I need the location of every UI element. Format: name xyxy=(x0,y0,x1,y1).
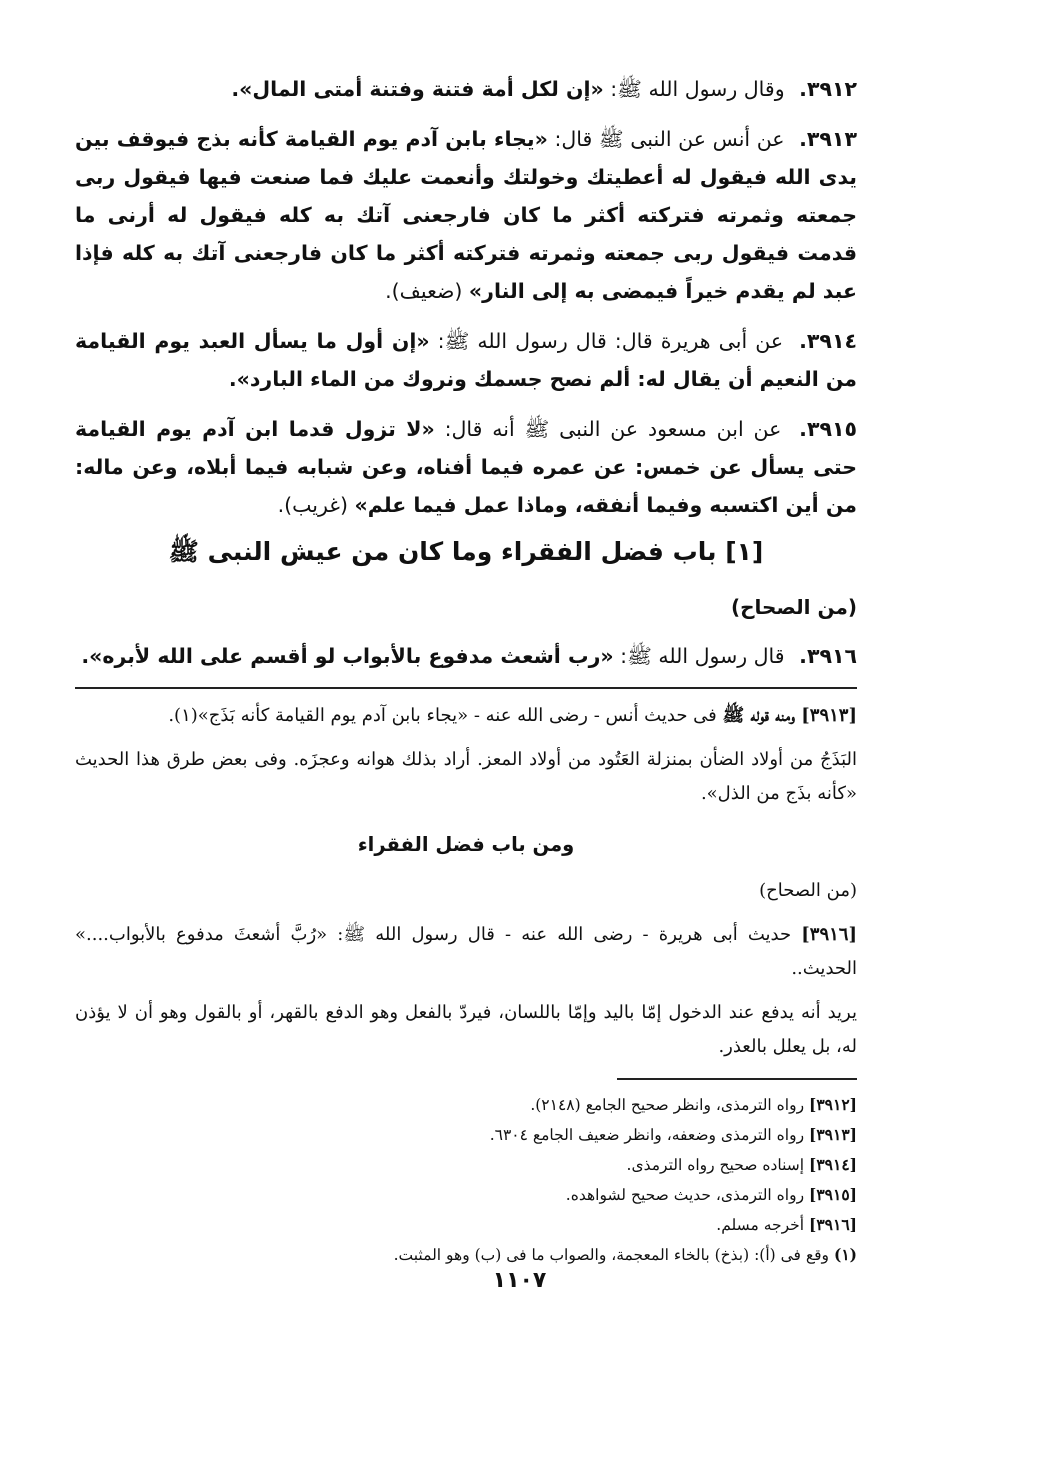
hadith-3914 xyxy=(75,322,857,398)
footnote xyxy=(75,1150,857,1180)
footnote-text: وقع فى (أ): (بذخ) بالخاء المعجمة، والصواب ما فى (ب) وهو المثبت. xyxy=(393,1246,830,1264)
hadith-intro: عن أبى هريرة قال: قال رسول الله ﷺ: xyxy=(437,329,784,353)
hadith-intro: قال رسول الله ﷺ: xyxy=(620,644,785,668)
commentary-explanation: البَذَجُ من أولاد الضأن بمنزلة العَتُود من أولاد المعز. أراد بذلك هوانه وعجزَه. وفى بعض طرق هذا الحديث «كأنه بذَج من الذل». xyxy=(75,749,857,804)
hadith-text: «لا تزول قدما ابن آدم يوم القيامة حتى يسأل عن خمس: عن عمره فيما أفناه، وعن شبابه فيما أبلاه، وعن ماله: من أين اكتسبه وفيما أنفقه، وماذا عمل فيما علم» xyxy=(75,417,857,517)
hadith-grade: (غريب). xyxy=(277,493,348,517)
footnote-ref: [٣٩١٤] xyxy=(809,1155,857,1174)
page-number: ١١٠٧ xyxy=(492,1268,547,1293)
footnote-ref: (١) xyxy=(833,1245,857,1264)
hadith-intro: عن ابن مسعود عن النبى ﷺ أنه قال: xyxy=(444,417,782,441)
hadith-number: ٣٩١٤. xyxy=(799,329,857,353)
footnote xyxy=(75,1090,857,1120)
footnote-ref: [٣٩١٦] xyxy=(809,1215,857,1234)
hadith-intro: وقال رسول الله ﷺ: xyxy=(610,77,785,101)
hadith-text: «رب أشعث مدفوع بالأبواب لو أقسم على الله لأبره». xyxy=(81,644,614,668)
hadith-number: ٣٩١٣. xyxy=(799,127,857,151)
footnote xyxy=(75,1180,857,1210)
hadith-number: ٣٩١٥. xyxy=(799,417,857,441)
footnote-ref: [٣٩١٣] xyxy=(809,1125,857,1144)
footnotes xyxy=(75,1090,857,1270)
hadith-text: «إن لكل أمة فتنة وفتنة أمتى المال». xyxy=(231,77,604,101)
footnote-ref: [٣٩١٢] xyxy=(809,1095,857,1114)
chapter-title: [١] باب فضل الفقراء وما كان من عيش النبى ﷺ xyxy=(168,537,764,566)
commentary-ref: [٣٩١٦] xyxy=(801,924,857,945)
footnote-text: رواه الترمذى، وانظر صحيح الجامع (٢١٤٨). xyxy=(530,1096,805,1114)
commentary-3913 xyxy=(75,699,857,733)
footnote-text: رواه الترمذى وضعفه، وانظر ضعيف الجامع ٦٣٠٤. xyxy=(489,1126,805,1144)
hadith-3912 xyxy=(75,70,857,108)
hadith-number: ٣٩١٢. xyxy=(799,77,857,101)
hadith-3913 xyxy=(75,120,857,310)
footnote-text: رواه الترمذى، حديث صحيح لشواهده. xyxy=(565,1186,805,1204)
hadith-3915 xyxy=(75,410,857,524)
footnote-text: أخرجه مسلم. xyxy=(716,1216,805,1234)
hadith-text: «يجاء بابن آدم يوم القيامة كأنه بذج فيوقف بين يدى الله فيقول له أعطيتك وخولتك وأنعمت عليك فما صنعت فيها فيقول ربى جمعته وثمرته فتركته أكثر ما كان فارجعنى آتك به كله فيقول له أرنى ما قدمت فيقول ربى جمعته وثمرته فتركته أكثر ما كان فارجعنى آتك به كله فإذا عبد لم يقدم خيراً فيمضى به إلى النار» xyxy=(75,127,857,303)
footnote xyxy=(75,1240,857,1270)
commentary-text: فى حديث أنس - رضى الله عنه - «يجاء بابن آدم يوم القيامة كأنه بَذَج»(١). xyxy=(168,705,717,726)
hadith-number: ٣٩١٦. xyxy=(799,644,857,668)
hadith-grade: (ضعيف). xyxy=(385,279,463,303)
footnote-ref: [٣٩١٥] xyxy=(809,1185,857,1204)
hadith-intro: عن أنس عن النبى ﷺ قال: xyxy=(554,127,785,151)
commentary-ref: [٣٩١٣] ومنه قوله ﷺ xyxy=(722,705,857,726)
footnote xyxy=(75,1120,857,1150)
hadith-3916 xyxy=(75,637,857,675)
section-sahih-label: (من الصحاح) xyxy=(730,595,857,619)
commentary-sahih-label: (من الصحاح) xyxy=(759,880,857,901)
footnote xyxy=(75,1210,857,1240)
footnote-text: إسناده صحيح رواه الترمذى. xyxy=(626,1156,805,1174)
commentary-text: حديث أبى هريرة - رضى الله عنه - قال رسول الله ﷺ: «رُبَّ أشعثَ مدفوع بالأبواب....» الحديث.. xyxy=(75,924,857,979)
commentary-divider xyxy=(75,687,857,689)
commentary-3916 xyxy=(75,918,857,986)
hadith-text: «إن أول ما يسأل العبد يوم القيامة من النعيم أن يقال له: ألم نصح جسمك ونروك من الماء البارد». xyxy=(75,329,857,391)
footnote-divider xyxy=(617,1078,857,1080)
commentary-sub-heading: ومن باب فضل الفقراء xyxy=(357,833,575,856)
commentary-explanation-2: يريد أنه يدفع عند الدخول إمّا باليد وإمّا باللسان، فيردّ بالفعل وهو الدفع بالقهر، أو بالقول وهو أن لا يؤذن له، بل يعلل بالعذر. xyxy=(75,1002,857,1057)
